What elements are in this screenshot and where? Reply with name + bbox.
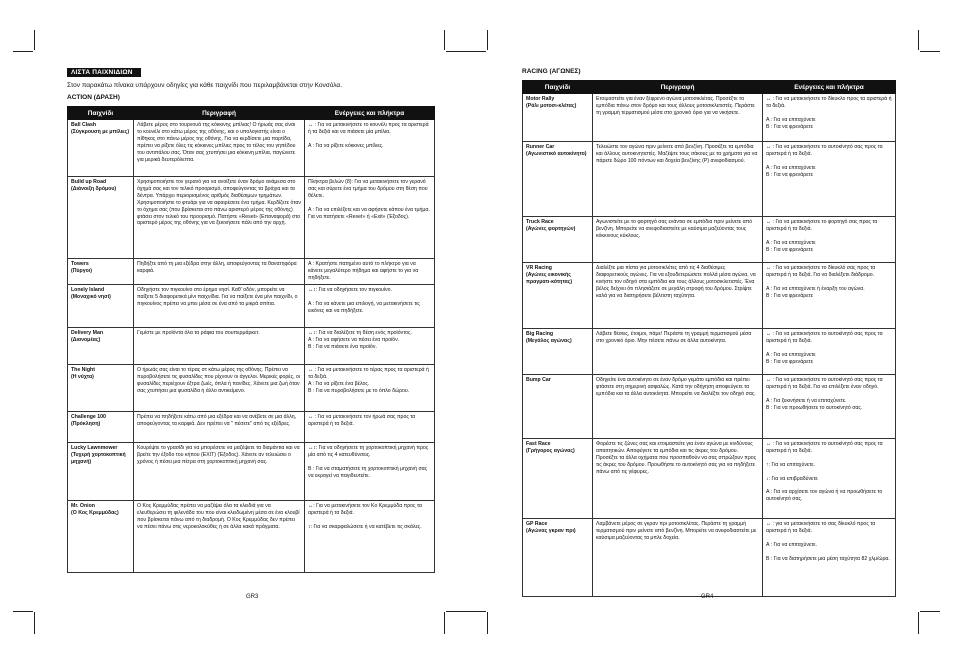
column-header-actions: Ενέργειες και πλήκτρα (763, 81, 896, 94)
table-row (68, 365, 435, 412)
game-actions: ↔ : Για να μετακινήσετε το τέρας προς τα αριστερά ή τα δεξιά. Α : Για να ρίξετε ένα βέλος. Β : Για να πυροβολήσετε με το όπλο δώρου. (305, 365, 435, 412)
column-header-game: Παιχνίδι (68, 107, 134, 120)
game-description: Ο ήρωάς σας είναι το τέρας στ κάτω μέρος της οθόνης. Πρέπει να πυροβολήσετε τις φυσαλίδες που ρίχνουν οι άγγελοι. Μερικές φορές, οι φυσαλίδες περιέχουν έξτρα ζωές, όπλα ή πανίδες. Χάνετε μια ζωή όταν σας χτυπήσει μια φυσαλίδα ή άλλο αντικείμενο. (134, 365, 305, 412)
game-description: Ο Κος Κρεμμύδας πρέπει να μαζέψει όλα τα κλειδιά για να ελευθερώσει τη φιλενάδα του που είναι κλειδωμένη μέσα σε ένα κλουβί που βρίσκεται πάνω από τη διαδρομή. Ο Κος Κρεμμύδας δεν πρέπει να πέσει πάνω στις νεροκολοκύθες ή σε άλλα κακά πράγματα. (134, 501, 305, 573)
game-name: Motor Rally (Ράλι μοτοσι-κλέτας) (523, 94, 593, 142)
game-description: Πρέπει να πηδήξετε κάτω από μια εξέδρα και να ανέβετε σε μια άλλη, αποφεύγοντας τα καρφιά. Δεν πρέπει να " πέσετε" από τις εξέδρες. (134, 412, 305, 443)
game-name: VR Racing (Αγώνες εικονικής πραγματι-κότητας) (523, 263, 593, 329)
game-name: Ball Clash (Σύγκρουση με μπίλιες) (68, 120, 134, 177)
table-row (523, 375, 896, 439)
crop-mark (34, 612, 35, 634)
game-description: Χρησιμοποιήστε τον γερανό για να ανοίξετε έναν δρόμο ανάμεσα στο όχημά σας και τον τελικό προορισμό, αποφεύγοντας τα βράχια και τα δέντρα. Υπάρχει περιορισμένος αριθμός διαθέσιμων τμημάτων. Χρησιμοποιήστε το φτυάρι για να αφαιρέσετε ένα τμήμα. Κερδίζετε όταν το όχημα σας (που βρίσκεται στο πάνω αριστερό μέρος της οθόνης) φτάσει στον τελικό του προορισμό. Πατήστε «Reset» (Επαναφορά) στο αριστερό μέρος της οθόνης για να ξεκινήσετε πάλι από την αρχή. (134, 177, 305, 259)
table-row (523, 217, 896, 263)
game-description: Λάβετε θέσεις, έτοιμοι, πάμε! Περάστε τη γραμμή τερματισμού μέσα στο χρονικό όριο. Μην πέσετε πάνω σε άλλα αυτοκίνητα. (593, 329, 763, 375)
section-title: RACING (ΑΓΩΝΕΣ) (522, 68, 581, 75)
game-actions: ↔ : Για να μετακινήσετε το αυτοκίνητό σας προς τα αριστερά ή τα δεξιά. ↑: Για να επιταχύνετε. ↓: Για να επιβραδύνετε Α : Για να αρχίσετε τον αγώνα ή να προωθήσετε το αυτοκίνητό σας. (763, 439, 896, 519)
game-name: The Night (Η νύχτα) (68, 365, 134, 412)
table-row (68, 177, 435, 259)
game-description: Αγωνιστείτε με το φορτηγό σας ενάντια σε εμπόδια πριν μείνετε από βενζίνη. Μπορείτε να ανεφοδιαστείτε με καύσιμα μαζεύοντας τους κόκκινους κύκλους. (593, 217, 763, 263)
crop-mark (34, 30, 35, 50)
game-actions: ↔↕: Για να διαλέξετε τη θέση ενός προϊόντος. Α : Για να αφήσετε να πέσει ένα προϊόν. Β : Για να πιάσετε ένα προϊόν. (305, 328, 435, 365)
crop-mark (918, 30, 919, 50)
game-name: Runner Car (Αγωνιστικό αυτοκίνητο) (523, 142, 593, 217)
crop-mark (466, 51, 486, 52)
game-name: Towers (Πύργοι) (68, 259, 134, 285)
games-table-racing (522, 80, 896, 597)
game-actions: ↔ : Για να μετακινήσετε το κουνέλι προς τα αριστερά ή τα δεξιά και να πιάσετε μία μπίλια. Α : Για να ρίξετε κόκκινες μπίλιες. (305, 120, 435, 177)
game-name: GP Race (Αγώνας γκραν πρι) (523, 519, 593, 597)
game-name: Fast Race (Γρήγορος αγώνας) (523, 439, 593, 519)
table-row (68, 259, 435, 285)
column-header-description: Περιγραφή (593, 81, 763, 94)
game-actions: ↔ : Για να μετακινήσετε το δίκυκλό σας προς τα αριστερά ή τα δεξιά. Για να διαλέξετε διάδρομο. Α : Για να επιταχύνετε ή έναρξη του αγώνα. Β : Για να φρενάρετε (763, 263, 896, 329)
game-description: Διαλέξτε μια πίστα για μοτοσικλέτες από τις 4 διαθέσιμες διαφορετικούς αγώνες. Για να εξουδετερώσετε πολλά μέσα αγώνα, να κινήστε τον οδηγό στα εμπόδια και τους άλλους μοτοσικλετιστές. Ένα βέλος δείχνει ότι πλησιάζετε σε μεγάλη στροφή του δρόμου. Στρίψτε καλά για να διατηρήσετε βέλτιστη ταχύτητα. (593, 263, 763, 329)
table-row (523, 263, 896, 329)
column-header-game: Παιχνίδι (523, 81, 593, 94)
game-actions: ↔↕: Για να οδηγήσετε τον πιγκουίνο. Α : Για να κάνετε μια επιλογή, να μετακινήσετε τις εικόνες και να πηδήξετε. (305, 285, 435, 328)
game-actions: ↔ : Για να μετακινήσετε το δίκυκλο προς τα αριστερά ή τα δεξιά. Α : Για να επιταχύνετε Β : Για να φρενάρετε (763, 94, 896, 142)
game-name: Lucky Lawnmower (Τυχερή χορτοκοπτική μηχανή) (68, 443, 134, 501)
game-actions: ↔ : Για να μετακινήσετε το αυτοκίνητό σας προς τα αριστερά ή τα δεξιά. Για να επιλέξετε έναν οδηγό. Α : Για ξεκινήσετε ή να επιταχύνετε. Β : Για να προωθήσετε το αυτοκίνητό σας. (763, 375, 896, 439)
game-name: Mr. Onion (Ο Κος Κρεμμύδας) (68, 501, 134, 573)
game-actions: ↔: Για να μετακινήσετε τον Κο Κρεμμύδα προς τα αριστερά ή τα δεξιά. ↕: Για να σκαρφαλώσετε ή να κατέβετε τις σκάλες. (305, 501, 435, 573)
game-actions: ↔ : για να μετακινήσετε το σας δίκυκλό προς τα αριστερά ή τα δεξιά. Α : Για να επιταχύνετε. Β : Για να διατηρήσετε μια μέση ταχύτητα 82 χλμ/ώρα. (763, 519, 896, 597)
game-description: Τελειώστε τον αγώνα πριν μείνετε από βενζίνη. Προσέξτε τα εμπόδια και άλλους αυτοκινητιστές. Μαζέψτε τους σάκους με τα χρήματα για να πάρετε δώρο 100 πόντων και δοχεία βενζίνης (P) ανεφοδιασμού. (593, 142, 763, 217)
section-title: ΛΙΣΤΑ ΠΑΙΧΝΙΔΙΩΝ (67, 68, 141, 77)
game-name: Bump Car (523, 375, 593, 439)
table-row (68, 443, 435, 501)
table-row (523, 329, 896, 375)
crop-mark (13, 611, 33, 612)
intro-text: Στον παρακάτω πίνακα υπάρχουν οδηγίες για κάθε παιχνίδι που περιλαμβάνεται στην Κονσόλα. (67, 82, 342, 89)
crop-mark (444, 30, 445, 50)
column-header-actions: Ενέργειες και πλήκτρα (305, 107, 435, 120)
game-description: Οδηγήστε τον πιγκουίνο στο έρημο νησί. Καθ' οδόν, μπορείτε να παίξετε 5 διαφορετικά μίνι παιχνίδια. Για να παίξετε ένα μίνι παιχνίδι, ο πιγκουίνος πρέπει να μπει μέσα σε ένα από τα μικρά σπίτια. (134, 285, 305, 328)
table-row (68, 328, 435, 365)
crop-mark (466, 611, 486, 612)
crop-mark (446, 51, 466, 52)
crop-mark (918, 612, 919, 634)
game-description: Κουρέψτε το γρασίδι για να μπορέσετε να μαζέψετε τα διαμάντια και να βρείτε την έξοδο του κήπου (EXIT) (Έξοδος). Χάνετε αν τελειώσει ο χρόνος ή πέσει μια πέτρα στη χορτοκοπτική μηχανή σας. (134, 443, 305, 501)
games-table-action (67, 106, 435, 573)
page-number: GR4 (701, 594, 714, 600)
crop-mark (487, 30, 488, 50)
game-actions: ↔ : Για να μετακινήσετε το αυτοκίνητό σας προς τα αριστερά ή τα δεξιά. Α : Για να επιταχύνετε Β : Για να φρενάρετε (763, 329, 896, 375)
game-description: Πηδήξτε από τη μια εξέδρα στην άλλη, αποφεύγοντας τα θανατηφόρα καρφιά. (134, 259, 305, 285)
table-row (68, 285, 435, 328)
game-actions: Α : Κρατήστε πατημένο αυτό το πλήκτρο για να κάνετε μεγαλύτερο πήδημα και αφήστε το για να πηδήξετε. (305, 259, 435, 285)
game-name: Delivery Man (Διανομέας) (68, 328, 134, 365)
table-row (523, 519, 896, 597)
game-name: Build up Road (Διάνοιξη δρόμου) (68, 177, 134, 259)
crop-mark (446, 611, 466, 612)
table-row (68, 412, 435, 443)
game-description: Οδηγείτε ένα αυτοκίνητο σε έναν δρόμο γεμάτο εμπόδια και πρέπει φτάσετε στη σημερινή ασφαλώς. Κατά την οδήγηση αποφεύγετε τα εμπόδια και τα άλλα αυτοκίνητα. Μπορείτε να διαλέξτε τον οδηγό σας. (593, 375, 763, 439)
game-description: Λάβετε μέρος στο τουρνουά της κόκκινης μπίλιας! Ο ήρωάς σας είναι το κουνέλι στο κάτω μέρος της οθόνης, και ο υπολογιστής είναι ο πίθηκος στο πάνω μέρος της οθόνης. Για να κερδίσετε μια παρτίδα, πρέπει να ρίξετε όλες τις κόκκινες μπίλιες προς το τέλος του γηπέδου του αντιπάλου σας. Όταν σας χτυπήσει μια κόκκινη μπίλια, παγώνετε για μερικά δευτερόλεπτα. (134, 120, 305, 177)
table-row (68, 120, 435, 177)
table-row (523, 439, 896, 519)
table-row (68, 501, 435, 573)
crop-mark (487, 612, 488, 634)
table-row (523, 142, 896, 217)
game-name: Challenge 100 (Πρόκληση) (68, 412, 134, 443)
column-header-description: Περιγραφή (134, 107, 305, 120)
game-description: Φορέστε τις ζώνες σας και ετοιμαστείτε για έναν αγώνα με κινδύνους απαιτητικών. Αποφύγετε τα εμπόδια και τις άκρες του δρόμου. Προσέξτε τα άλλα οχήματα που προσπαθούν να σας σπρώξουν προς τις άκρες του δρόμου. Προωθήστε το αυτοκίνητό σας για να πηδήξετε πάνω από τις γέφυρες. (593, 439, 763, 519)
game-name: Lonely Island (Μοναχικό νησί) (68, 285, 134, 328)
game-description: Ετοιμαστείτε για έναν ξέφρενο αγώνα μοτοσικλέτας. Προσέξτε τα εμπόδια πάνω στον δρόμο και τους άλλους μοτοσικλετιστές. Περάστε τη γραμμή τερματισμού μέσα στο χρονικό όριο για να νικήσετε. (593, 94, 763, 142)
crop-mark (13, 51, 33, 52)
game-actions: ↔ : Για να μετακινήσετε τον ήρωά σας προς τα αριστερά ή τα δεξιά. (305, 412, 435, 443)
game-name: Truck Race (Αγώνες φορτηγών) (523, 217, 593, 263)
crop-mark (444, 612, 445, 634)
table-row (523, 94, 896, 142)
game-actions: Πλήκτρα βελών (8): Για να μετακινήσετε τον γερανό σας και σύρετε ένα τμήμα του δρόμου στη θέση που θέλετε. Α : Για να επιλέξετε και να αφήσετε κάπου ένα τμήμα. Για να πατήσετε «Reset» ή «Exit» (Έξοδος). (305, 177, 435, 259)
crop-mark (920, 51, 940, 52)
game-name: Big Racing (Μεγάλος αγώνας) (523, 329, 593, 375)
game-description: Γεμίστε με προϊόντα όλα τα ράφια του σουπερμάρκετ. (134, 328, 305, 365)
page-number: GR3 (246, 594, 259, 600)
game-description: Λαμβάνετε μέρος σε γκραν πρι μοτοσικλέτας. Περάστε τη γραμμή τερματισμού πριν μείνετε από βενζίνη. Μπορείτε να ανεφοδιαστείτε με καύσιμα μαζεύοντας τα μπλε δοχεία. (593, 519, 763, 597)
game-actions: ↔ : Για να μετακινήσετε το αυτοκίνητό σας προς τα αριστερά ή τα δεξιά. Α : Για να επιταχύνετε Β : Για να φρενάρετε (763, 142, 896, 217)
game-actions: ↔↕: Για να οδηγήσετε τη χορτοκοπτική μηχανή προς μία από τις 4 κατευθύνσεις. Β : Για να σταματήσετε τη χορτοκοπτική μηχανή σας να εκραγεί να παγιδευτείτε. (305, 443, 435, 501)
game-actions: ↔ : Για να μετακινήσετε το φορτηγό σας προς τα αριστερά ή τα δεξιά. Α : Για να επιταχύνετε Β : Για να φρενάρετε (763, 217, 896, 263)
crop-mark (920, 611, 940, 612)
category-heading: ACTION (ΔΡΑΣΗ) (67, 94, 120, 101)
